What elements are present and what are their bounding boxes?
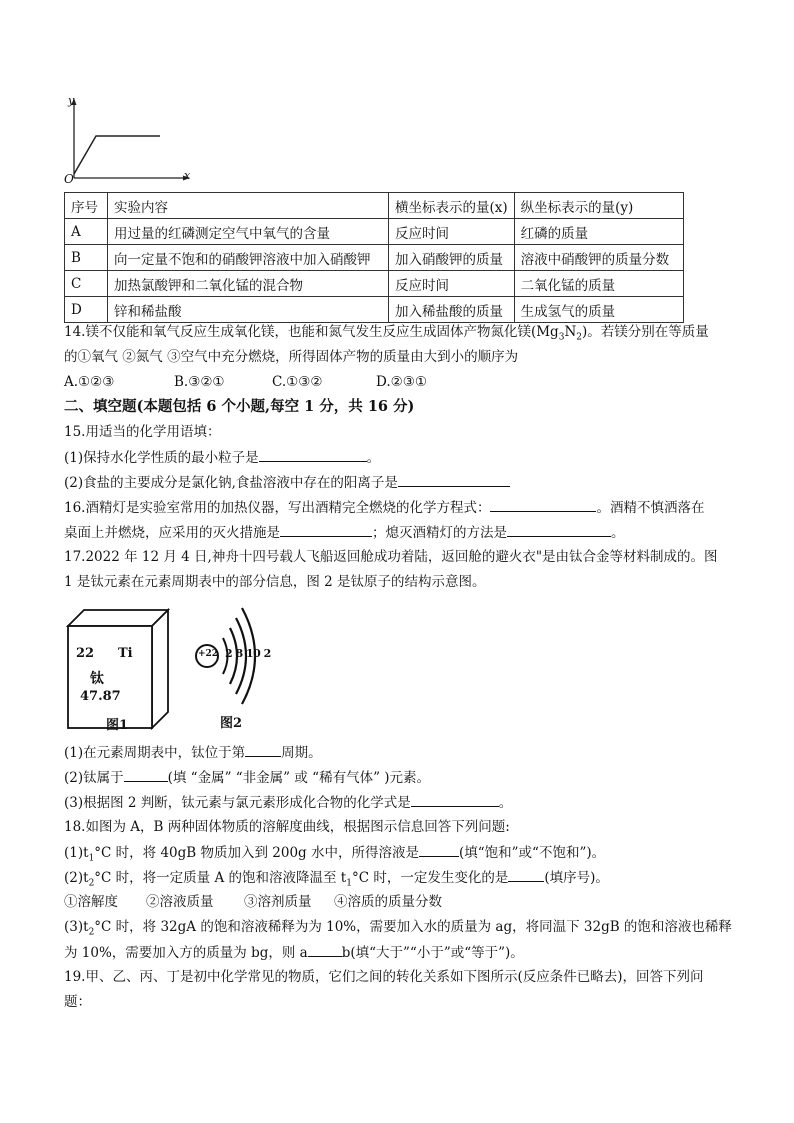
option-a: A.①②③ — [64, 374, 115, 390]
q14-options — [64, 372, 464, 392]
table-header: 序号 — [65, 193, 108, 219]
q18-intro: 18.如图为 A，B 两种固体物质的溶解度曲线，根据图示信息回答下列问题: — [64, 819, 510, 835]
element-symbol: Ti — [118, 646, 133, 661]
q18-part3-cont: 为 10%，需要加入方的质量为 bg，则 a b(填“大于”“小于”或“等于”)。 — [64, 942, 524, 963]
q15-part2: (2)食盐的主要成分是氯化钠,食盐溶液中存在的阳离子是 — [64, 472, 510, 493]
table-cell: D — [65, 297, 108, 323]
table-row — [65, 297, 684, 323]
q17-part3: (3)根据图 2 判断，钛元素与氯元素形成化合物的化学式是 。 — [64, 792, 512, 813]
element-number: 22 — [76, 646, 95, 661]
option-d: D.②③① — [376, 374, 427, 390]
table-header-row — [65, 193, 684, 219]
q17-part1: (1)在元素周期表中，钛位于第 周期。 — [64, 742, 322, 763]
q16-line2: 桌面上并燃烧，应采用的灭火措施是 ；熄灭酒精灯的方法是 。 — [64, 522, 625, 543]
q18-part1: $(1)t_1^\circ C$ 时，将 40gB 物质加入到 200g 水中，所得溶液是 (填“饱和”或“不饱和”)。 — [64, 842, 605, 869]
q18-option-4: ④溶质的质量分数 — [334, 894, 442, 910]
figure-2-caption: 图2 — [220, 716, 243, 731]
line-graph — [62, 96, 192, 186]
q17-part2: (2)钛属于 (填 “金属” “非金属” 或 “稀有气体” )元素。 — [64, 767, 430, 788]
graph-y-label: y — [68, 94, 75, 107]
table-cell: 反应时间 — [389, 271, 515, 297]
q18-part2: $(2)t_2^\circ C$ 时，将一定质量 A 的饱和溶液降温至 $t_1^\circ C$ 时，一定发生变化的是 (填序号)。 — [64, 867, 609, 894]
table-cell: 向一定量不饱和的硝酸钾溶液中加入硝酸钾 — [108, 245, 389, 271]
q14-line2: 的①氧气 ②氮气 ③空气中充分燃烧，所得固体产物的质量由大到小的顺序为 — [64, 349, 519, 365]
q17-line2: 1 是钛元素在元素周期表中的部分信息，图 2 是钛原子的结构示意图。 — [64, 574, 486, 590]
q16-line1: 16.酒精灯是实验室常用的加热仪器，写出酒精完全燃烧的化学方程式： 。酒精不慎洒落在 — [64, 497, 704, 518]
table-header: 横坐标表示的量(x) — [389, 193, 515, 219]
table-cell: 加热氯酸钾和二氧化锰的混合物 — [108, 271, 389, 297]
table-cell: B — [65, 245, 108, 271]
table-cell: 锌和稀盐酸 — [108, 297, 389, 323]
q19-line1: 19.甲、乙、丙、丁是初中化学常见的物质，它们之间的转化关系如下图所示(反应条件已略去)，回答下列问 — [64, 969, 704, 985]
table-cell: 加入稀盐酸的质量 — [389, 297, 515, 323]
table-cell: 二氧化锰的质量 — [514, 271, 683, 297]
q18-options — [64, 892, 504, 912]
element-name: 钛 — [90, 671, 104, 687]
element-mass: 47.87 — [80, 689, 121, 704]
table-header: 实验内容 — [108, 193, 389, 219]
figure-1-caption: 图1 — [106, 718, 129, 733]
q15-part1: (1)保持水化学性质的最小粒子是 。 — [64, 447, 380, 468]
q18-option-2: ②溶液质量 — [146, 894, 214, 910]
table-cell: 用过量的红磷测定空气中氧气的含量 — [108, 219, 389, 245]
atom-shells: 2 8 10 2 — [225, 647, 271, 660]
table-cell: 反应时间 — [389, 219, 515, 245]
section-heading: 二、填空题(本题包括 6 个小题,每空 1 分，共 16 分) — [64, 398, 415, 415]
experiment-table — [64, 192, 684, 323]
atom-nucleus: +22 — [198, 649, 219, 659]
q18-part3: $(3)t_2^\circ C$ 时，将 32gA 的饱和溶液稀释为为 10%，需要加入水的质量为 ag，将同温下 32gB 的饱和溶液也稀释 — [64, 919, 732, 938]
table-cell: 加入硝酸钾的质量 — [389, 245, 515, 271]
q18-option-1: ①溶解度 — [64, 894, 118, 910]
graph-origin: O — [64, 172, 74, 186]
option-c: C.①③② — [272, 374, 323, 390]
table-cell: 生成氢气的质量 — [514, 297, 683, 323]
graph-x-label: x — [184, 169, 191, 182]
table-cell: 红磷的质量 — [514, 219, 683, 245]
table-row — [65, 271, 684, 297]
q14-line1: 14.镁不仅能和氧气反应生成氧化镁，也能和氮气发生反应生成固体产物氮化镁$(Mg_3N_2)$。若镁分别在等质量 — [64, 324, 709, 343]
table-row — [65, 219, 684, 245]
option-b: B.③②① — [174, 374, 225, 390]
table-cell: A — [65, 219, 108, 245]
table-cell: 溶液中硝酸钾的质量分数 — [514, 245, 683, 271]
table-row — [65, 245, 684, 271]
q18-option-3: ③溶剂质量 — [244, 894, 312, 910]
q15-title: 15.用适当的化学用语填： — [64, 424, 221, 440]
q19-line2: 题： — [64, 994, 91, 1010]
table-header: 纵坐标表示的量(y) — [514, 193, 683, 219]
q17-line1: 17.2022 年 12 月 4 日,神舟十四号载人飞船返回舱成功着陆，返回舱的避火衣"是由钛合金等材料制成的。图 — [64, 549, 718, 565]
table-cell: C — [65, 271, 108, 297]
